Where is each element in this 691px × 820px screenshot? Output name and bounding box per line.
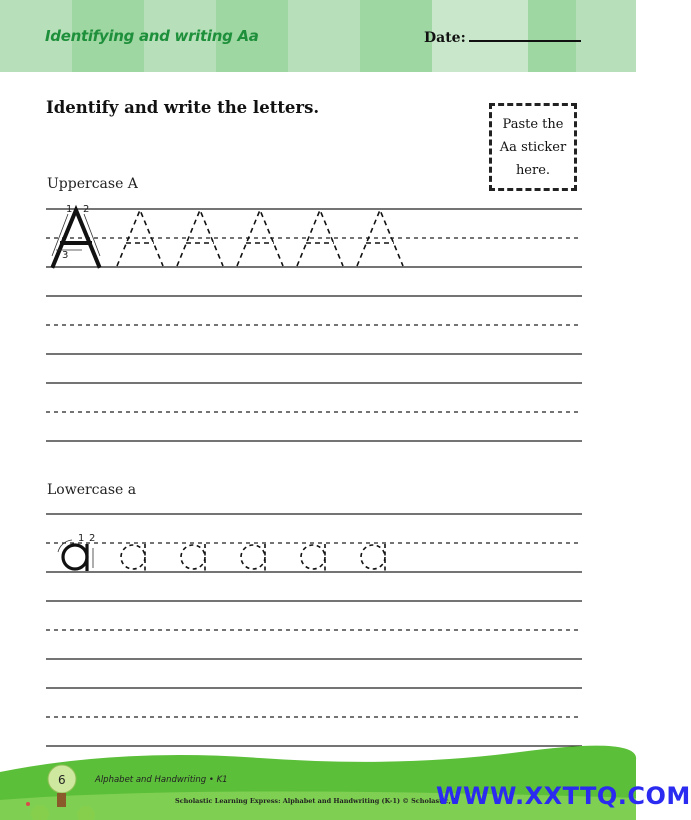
watermark: WWW.XXTTQ.COM <box>436 782 691 810</box>
copyright-text: Scholastic Learning Express: Alphabet and Handwriting (K-1) © Scholastic, I <box>175 797 457 805</box>
trace-uppercase-a <box>237 210 283 266</box>
trace-uppercase-a <box>117 210 163 266</box>
uppercase-label: Uppercase A <box>47 176 138 192</box>
stroke-number: 1 <box>66 204 73 215</box>
page-number: 6 <box>58 773 66 787</box>
stroke-number: 3 <box>62 250 69 261</box>
worksheet-title: Identifying and writing Aa <box>45 27 259 45</box>
sticker-text-line: Paste the <box>502 116 564 132</box>
sticker-text-line: Aa sticker <box>499 139 567 155</box>
stroke-number: 2 <box>89 533 96 544</box>
trace-uppercase-a <box>357 210 403 266</box>
date-label: Date: <box>424 30 466 46</box>
tree-trunk-icon <box>57 793 66 807</box>
model-lowercase-a <box>63 544 87 571</box>
trace-lowercase-a <box>121 544 145 571</box>
trace-lowercase-a <box>241 544 265 571</box>
lowercase-guide-lines <box>46 514 582 746</box>
book-title: Alphabet and Handwriting • K1 <box>95 775 228 785</box>
trace-lowercase-a <box>301 544 325 571</box>
trace-lowercase-a <box>181 544 205 571</box>
stroke-number: 1 <box>78 533 85 544</box>
sticker-text-line: here. <box>515 162 551 178</box>
stroke-number: 2 <box>83 204 90 215</box>
trace-lowercase-a <box>361 544 385 571</box>
instruction-heading: Identify and write the letters. <box>46 98 320 117</box>
flower-icon <box>26 802 30 806</box>
model-uppercase-a <box>53 210 99 266</box>
lowercase-label: Lowercase a <box>47 482 137 498</box>
